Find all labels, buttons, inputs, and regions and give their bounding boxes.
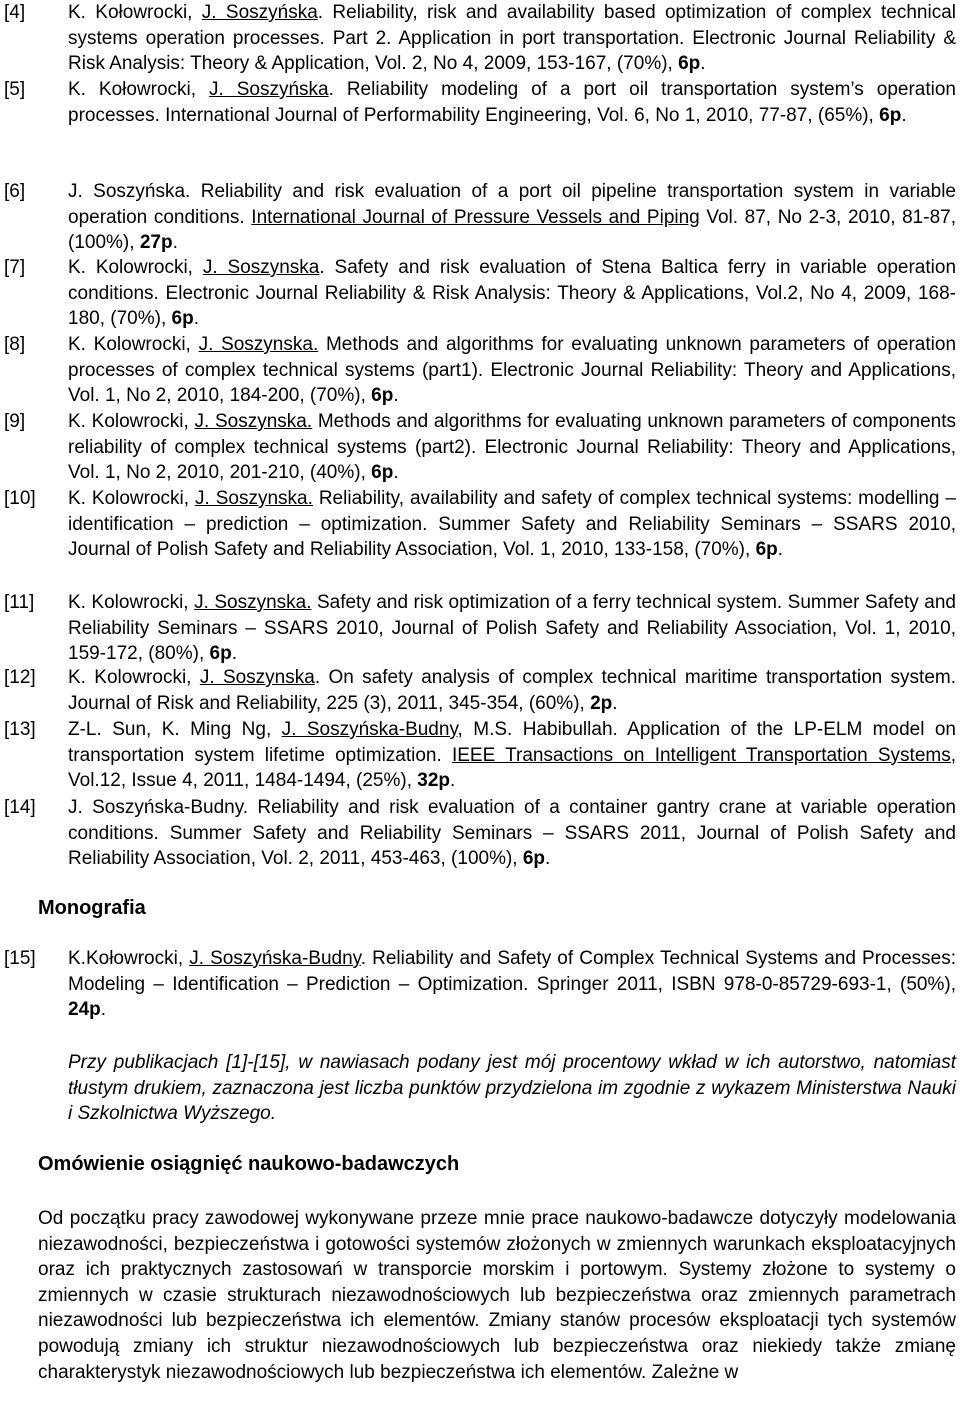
reference-author-link: J. Soszynska.	[194, 592, 312, 613]
reference-points: 24p	[68, 999, 101, 1021]
reference-segment: Safety and risk optimization of a ferry technical system. Summer Safety and Reliability Seminars – SSARS 2010, Journal of Polish Safety and Reliability Association, Vol. 1, 2010, 159-172, (80%),	[68, 592, 956, 665]
reference-segment: J. Soszyńska-Budny. Reliability and risk evaluation of a container gantry crane at variable operation conditions. Summer Safety and Reliability Seminars – SSARS 2011, Journal of Polish Safety and Reliability Association, Vol. 2, 2011, 453-463, (100%),	[68, 797, 956, 870]
reference-segment: , M.S. Habibullah. Application of the LP-ELM model on transportation system lifetime optimization.	[68, 719, 956, 766]
reference-number: [12]	[4, 667, 36, 688]
reference-text	[68, 255, 956, 332]
reference-number: [13]	[4, 719, 36, 740]
reference-author-link: J. Soszynska.	[198, 334, 319, 355]
reference-segment: Vol. 87, No 2-3, 2010, 81-87, (100%),	[68, 206, 956, 254]
reference-text	[68, 795, 956, 872]
reference-author-link: J. Soszynska	[202, 257, 320, 278]
reference-segment: .	[450, 770, 456, 792]
reference-segment: .	[393, 462, 399, 484]
reference-text	[68, 179, 956, 256]
reference-author-link: J. Soszynska.	[195, 488, 313, 509]
reference-item	[0, 946, 960, 1023]
section-heading: Omówienie osiągnięć naukowo-badawczych	[38, 1153, 460, 1175]
reference-segment: . Safety and risk evaluation of Stena Baltica ferry in variable operation conditions. Electronic Journal Reliability & Risk Analysis: Theory & Applications, Vol.2, No 4, 2009, 168-180, (70%),	[68, 257, 957, 330]
reference-item	[0, 795, 960, 872]
reference-author-link: IEEE Transactions on Intelligent Transportation Systems,	[451, 744, 956, 766]
reference-segment: .	[100, 999, 107, 1021]
reference-item	[0, 77, 960, 128]
reference-number: [11]	[4, 592, 35, 613]
reference-points: 6p	[209, 643, 232, 665]
reference-segment: .	[545, 848, 551, 870]
reference-segment: . Reliability, risk and availability based optimization of complex technical systems operation processes. Part 2. Application in port transportation. Electronic Journal Reliability & Risk Analysis: Theory & Application, Vol. 2, No 4, 2009, 153-167, (70%),	[68, 2, 956, 75]
reference-segment: .	[172, 232, 178, 254]
monografia-heading: Monografia	[38, 897, 146, 919]
reference-segment: .	[193, 308, 199, 330]
reference-number: [14]	[4, 797, 36, 818]
reference-segment: .	[777, 539, 784, 561]
reference-segment: .	[231, 643, 237, 665]
reference-text	[68, 77, 956, 128]
reference-points: 27p	[139, 232, 173, 254]
reference-text	[68, 590, 956, 667]
reference-points: 6p	[371, 385, 394, 407]
reference-points: 32p	[417, 770, 451, 792]
reference-points: 6p	[522, 848, 546, 870]
reference-text	[68, 0, 956, 77]
reference-item	[0, 179, 960, 256]
reference-author-link: International Journal of Pressure Vessels and Piping	[251, 206, 700, 228]
reference-segment: . Reliability modeling of a port oil transportation system’s operation processes. International Journal of Performability Engineering, Vol. 6, No 1, 2010, 77-87, (65%),	[68, 79, 956, 126]
reference-item	[0, 486, 960, 563]
reference-segment: K. Kolowrocki,	[68, 592, 195, 613]
reference-author-link: J. Soszyńska	[209, 79, 329, 100]
reference-segment: K. Kolowrocki,	[68, 257, 203, 278]
reference-number: [9]	[4, 411, 26, 432]
reference-segment: Vol.12, Issue 4, 2011, 1484-1494, (25%),	[68, 770, 418, 792]
reference-segment: K. Kolowrocki,	[68, 411, 195, 432]
reference-item	[0, 332, 960, 409]
reference-segment: K.Kołowrocki,	[68, 948, 190, 969]
reference-author-link: J. Soszyńska	[201, 2, 318, 23]
reference-segment: .	[612, 692, 618, 714]
reference-text	[68, 946, 956, 1023]
reference-number: [15]	[4, 948, 36, 969]
reference-segment: K. Kolowrocki,	[68, 667, 200, 688]
reference-number: [8]	[4, 334, 26, 355]
reference-item	[0, 665, 960, 716]
reference-author-link: J. Soszynska.	[194, 411, 313, 432]
reference-number: [6]	[4, 181, 26, 202]
reference-segment: .	[901, 104, 907, 126]
reference-segment: K. Kolowrocki,	[68, 488, 195, 509]
reference-text	[68, 486, 956, 563]
contribution-note: Przy publikacjach [1]-[15], w nawiasach podany jest mój procentowy wkład w ich autorstwo, natomiast tłustym drukiem, zaznaczona jest liczba punktów przydzielona im zgodnie z wykazem Ministerstwa Nauki i Szkolnictwa Wyższego.	[68, 1052, 956, 1125]
reference-segment: K. Kołowrocki,	[68, 2, 202, 23]
reference-author-link: J. Soszynska	[199, 667, 315, 688]
reference-points: 2p	[590, 692, 613, 714]
reference-segment: Reliability, availability and safety of complex technical systems: modelling – identification – prediction – optimization. Summer Safety and Reliability Seminars – SSARS 2010, Journal of Polish Safety and Reliability Association, Vol. 1, 2010, 133-158, (70%),	[68, 488, 957, 561]
reference-points: 6p	[171, 308, 194, 330]
reference-number: [4]	[4, 2, 26, 23]
reference-item	[0, 255, 960, 332]
reference-number: [5]	[4, 79, 26, 100]
reference-item	[0, 590, 960, 667]
reference-points: 6p	[371, 462, 394, 484]
reference-segment: .	[393, 385, 399, 407]
reference-points: 6p	[879, 104, 902, 126]
reference-segment: Methods and algorithms for evaluating unknown parameters of components reliability of complex technical systems (part2). Electronic Journal Reliability: Theory and Applications, Vol. 1, No 2, 2010, 201-210, (40%),	[68, 411, 957, 484]
reference-number: [7]	[4, 257, 26, 278]
reference-text	[68, 717, 956, 794]
reference-author-link: J. Soszyńska-Budny	[189, 948, 361, 969]
reference-number: [10]	[4, 488, 36, 509]
reference-item	[0, 409, 960, 486]
reference-segment: Z-L. Sun, K. Ming Ng,	[68, 719, 282, 740]
reference-points: 6p	[678, 53, 701, 75]
reference-segment: K. Kołowrocki,	[68, 79, 209, 100]
reference-segment: Methods and algorithms for evaluating unknown parameters of operation processes of complex technical systems (part1). Electronic Journal Reliability: Theory and Applications, Vol. 1, No 2, 2010, 184-200, (70%),	[68, 334, 957, 407]
reference-text	[68, 665, 956, 716]
reference-segment: . Reliability and Safety of Complex Technical Systems and Processes: Modeling – Identification – Prediction – Optimization. Springer 2011, ISBN 978-0-85729-693-1, (50%),	[68, 948, 956, 995]
reference-text	[68, 332, 956, 409]
reference-item	[0, 0, 960, 77]
section-paragraph: Od początku pracy zawodowej wykonywane przeze mnie prace naukowo-badawcze dotyczyły modelowania niezawodności, bezpieczeństwa i gotowości systemów złożonych w zmiennych warunkach eksploatacyjnych oraz ich praktycznych zastosowań w transporcie morskim i portowym. Systemy złożone to systemy o zmiennych w czasie strukturach niezawodnościowych lub bezpieczeństwa oraz zmiennych parametrach niezawodności lub bezpieczeństwa ich elementów. Zmiany stanów procesów eksploatacji tych systemów powodują zmiany ich struktur niezawodnościowych lub bezpieczeństwa oraz niekiedy także zmianę charakterystyk niezawodnościowych lub bezpieczeństwa ich elementów. Zależne w	[38, 1208, 956, 1383]
reference-segment: K. Kolowrocki,	[68, 334, 199, 355]
reference-segment: J. Soszyńska. Reliability and risk evaluation of a port oil pipeline transportation system in variable operation conditions.	[68, 181, 956, 228]
reference-points: 6p	[755, 539, 778, 561]
reference-author-link: J. Soszyńska-Budny	[281, 719, 458, 740]
reference-text	[68, 409, 956, 486]
reference-segment: .	[700, 53, 706, 75]
reference-segment: . On safety analysis of complex technical maritime transportation system. Journal of Risk and Reliability, 225 (3), 2011, 345-354, (60%),	[68, 667, 957, 714]
reference-item	[0, 717, 960, 794]
